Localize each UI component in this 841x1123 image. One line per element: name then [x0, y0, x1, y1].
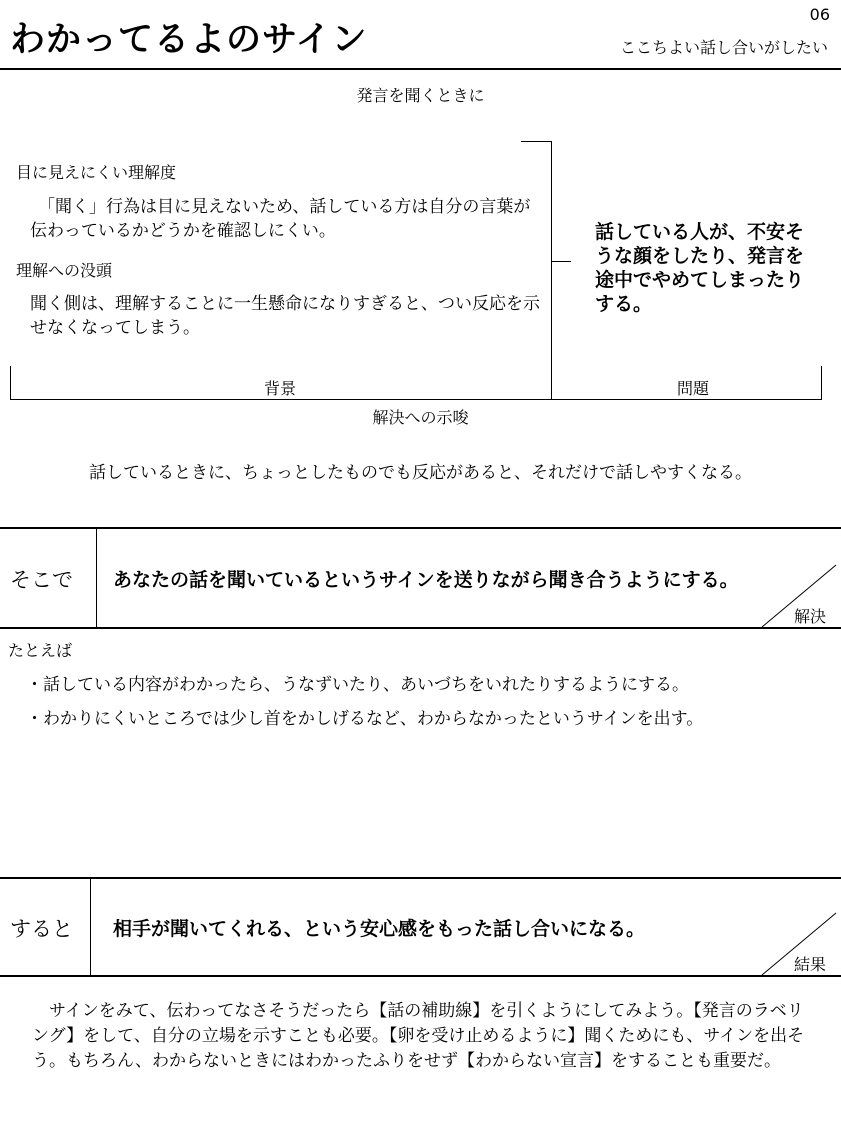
example-item: ・話している内容がわかったら、うなずいたり、あいづちをいれたりするようにする。 [26, 675, 689, 695]
related-patterns-text: サインをみて、伝わってなさそうだったら【話の補助線】を引くようにしてみよう。【発言のラベリング】をして、自分の立場を示すことも必要。【卵を受け止めるように】聞くためにも、サインを出そう。もちろん、わからないときにはわかったふりをせず【わからない宣言】をすることも重要だ。 [32, 1001, 805, 1071]
frame-right-tick [821, 366, 822, 399]
bracket-connector [551, 261, 571, 262]
hint-label: 解決への示唆 [372, 408, 469, 427]
frame-center-line [551, 141, 552, 399]
background-heading-1: 目に見えにくい理解度 [16, 163, 177, 182]
solution-bottom-line [0, 627, 841, 629]
solution-top-line [0, 527, 841, 529]
solution-side-divider [96, 528, 97, 627]
solution-side-label: そこで [10, 568, 73, 592]
solution-corner-label: 解決 [794, 607, 827, 626]
page-subtitle: ここちよい話し合いがしたい [619, 38, 828, 57]
result-top-line [0, 877, 841, 879]
problem-text: 話している人が、不安そうな顔をしたり、発言を途中でやめてしまったりする。 [595, 221, 805, 315]
result-corner-label: 結果 [794, 955, 827, 974]
result-text: 相手が聞いてくれる、という安心感をもった話し合いになる。 [113, 918, 646, 940]
background-label: 背景 [263, 379, 296, 398]
solution-text: あなたの話を聞いているというサインを送りながら聞き合うようにする。 [113, 569, 739, 591]
result-bottom-line [0, 975, 841, 977]
page-number: 06 [809, 5, 830, 24]
result-side-divider [90, 878, 91, 976]
bracket-top [521, 141, 551, 142]
result-side-label: すると [10, 917, 73, 941]
context-label: 発言を聞くときに [356, 86, 485, 105]
problem-label: 問題 [676, 379, 709, 398]
hint-text: 話しているときに、ちょっとしたものでも反応があると、それだけで話しやすくなる。 [89, 463, 752, 483]
frame-left-tick [10, 366, 11, 399]
background-heading-2: 理解への没頭 [16, 261, 113, 280]
example-label: たとえば [8, 641, 73, 660]
background-body-1: 「聞く」行為は目に見えないため、話している方は自分の言葉が伝わっているかどうかを確認しにくい。 [30, 197, 531, 241]
header-divider [0, 68, 841, 70]
frame-bottom-line [10, 399, 822, 400]
example-item: ・わかりにくいところでは少し首をかしげるなど、わからなかったというサインを出す。 [26, 709, 704, 729]
page-title: わかってるよのサイン [10, 20, 368, 60]
background-body-2: 聞く側は、理解することに一生懸命になりすぎると、つい反応を示せなくなってしまう。 [30, 294, 540, 338]
